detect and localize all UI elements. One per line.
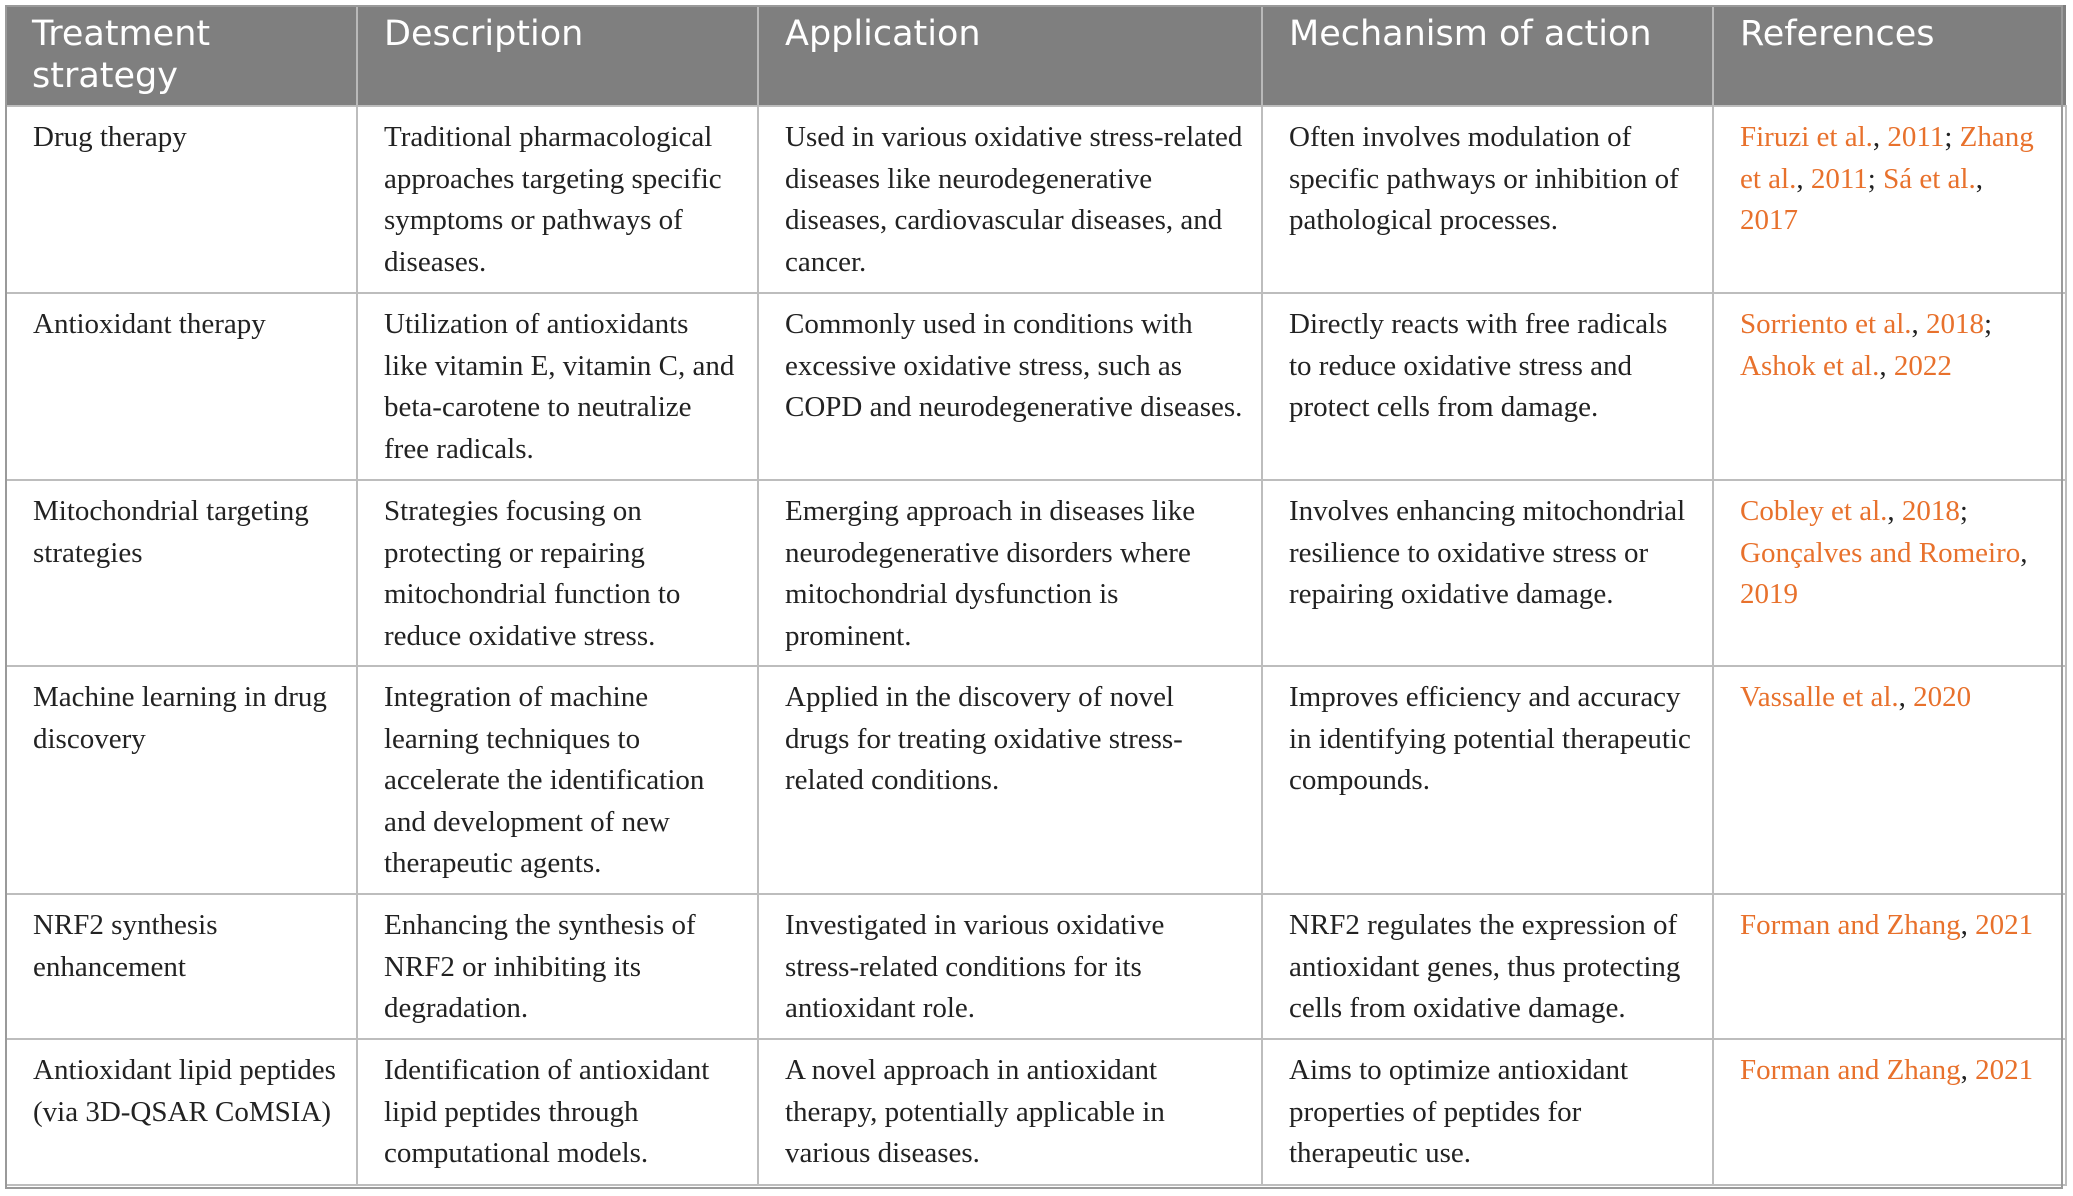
cell-mechanism: Often involves modulation of specific pathways or inhibition of pathological processes.	[1262, 106, 1713, 293]
header-references: References	[1713, 5, 2066, 106]
cell-references: Forman and Zhang, 2021	[1713, 1039, 2066, 1185]
reference-link-year[interactable]: 2017	[1740, 204, 1798, 236]
cell-references: Firuzi et al., 2011; Zhang et al., 2011; Sá et al., 2017	[1713, 106, 2066, 293]
table-row	[6, 894, 2066, 1039]
cell-strategy: Machine learning in drug discovery	[6, 666, 357, 894]
treatment-strategy-table	[5, 5, 2067, 1186]
cell-mechanism: Directly reacts with free radicals to reduce oxidative stress and protect cells from damage.	[1262, 293, 1713, 480]
cell-references: Sorriento et al., 2018; Ashok et al., 2022	[1713, 293, 2066, 480]
cell-strategy: Antioxidant lipid peptides (via 3D-QSAR CoMSIA)	[6, 1039, 357, 1185]
reference-link-authors[interactable]: Forman and Zhang	[1740, 1054, 1961, 1086]
cell-description: Traditional pharmacological approaches targeting specific symptoms or pathways of diseases.	[357, 106, 758, 293]
reference-link-authors[interactable]: Firuzi et al.	[1740, 121, 1873, 153]
reference-link-authors[interactable]: Gonçalves and Romeiro	[1740, 536, 2021, 569]
cell-references: Vassalle et al., 2020	[1713, 666, 2066, 894]
reference-link-year[interactable]: 2018	[1926, 308, 1985, 340]
reference-link-year[interactable]: 2018	[1901, 495, 1960, 527]
header-treatment-strategy: Treatment strategy	[6, 5, 357, 106]
cell-description: Integration of machine learning techniques to accelerate the identification and development of new therapeutic agents.	[357, 666, 758, 894]
table-row	[6, 480, 2066, 666]
table-row	[6, 293, 2066, 480]
reference-link-authors[interactable]: Ashok et al.	[1740, 349, 1880, 382]
reference-link-authors[interactable]: Sorriento et al.	[1740, 308, 1912, 340]
reference-link-year[interactable]: 2019	[1740, 578, 1798, 610]
cell-mechanism: Involves enhancing mitochondrial resilience to oxidative stress or repairing oxidative damage.	[1262, 480, 1713, 666]
reference-link-year[interactable]: 2021	[1975, 909, 2034, 941]
cell-application: Applied in the discovery of novel drugs for treating oxidative stress-related conditions.	[758, 666, 1262, 894]
cell-application: Used in various oxidative stress-related diseases like neurodegenerative diseases, cardiovascular diseases, and cancer.	[758, 106, 1262, 293]
cell-application: Commonly used in conditions with excessive oxidative stress, such as COPD and neurodegenerative diseases.	[758, 293, 1262, 480]
cell-application: Emerging approach in diseases like neurodegenerative disorders where mitochondrial dysfunction is prominent.	[758, 480, 1262, 666]
reference-link-authors[interactable]: Vassalle et al.	[1740, 681, 1899, 713]
cell-description: Utilization of antioxidants like vitamin E, vitamin C, and beta-carotene to neutralize free radicals.	[357, 293, 758, 480]
reference-link-year[interactable]: 2021	[1975, 1054, 2034, 1086]
cell-mechanism: Aims to optimize antioxidant properties of peptides for therapeutic use.	[1262, 1039, 1713, 1185]
reference-link-authors[interactable]: Forman and Zhang	[1740, 909, 1961, 941]
reference-link-year[interactable]: 2011	[1887, 121, 1945, 153]
cell-strategy: NRF2 synthesis enhancement	[6, 894, 357, 1039]
header-mechanism-of-action: Mechanism of action	[1262, 5, 1713, 106]
cell-mechanism: Improves efficiency and accuracy in identifying potential therapeutic compounds.	[1262, 666, 1713, 894]
cell-description: Identification of antioxidant lipid peptides through computational models.	[357, 1039, 758, 1185]
header-application: Application	[758, 5, 1262, 106]
cell-strategy: Drug therapy	[6, 106, 357, 293]
reference-link-authors[interactable]: Cobley et al.	[1740, 495, 1888, 527]
cell-references: Cobley et al., 2018; Gonçalves and Romeiro, 2019	[1713, 480, 2066, 666]
header-description: Description	[357, 5, 758, 106]
cell-application: A novel approach in antioxidant therapy, potentially applicable in various diseases.	[758, 1039, 1262, 1185]
table-row	[6, 106, 2066, 293]
reference-link-year[interactable]: 2022	[1893, 349, 1952, 382]
cell-description: Strategies focusing on protecting or repairing mitochondrial function to reduce oxidative stress.	[357, 480, 758, 666]
reference-link-authors[interactable]: Zhang et al.	[1740, 121, 2034, 195]
cell-references: Forman and Zhang, 2021	[1713, 894, 2066, 1039]
table-row	[6, 1039, 2066, 1185]
cell-application: Investigated in various oxidative stress-related conditions for its antioxidant role.	[758, 894, 1262, 1039]
table-row	[6, 666, 2066, 894]
cell-description: Enhancing the synthesis of NRF2 or inhibiting its degradation.	[357, 894, 758, 1039]
reference-link-authors[interactable]: Sá et al.	[1883, 162, 1976, 195]
table-header-row	[6, 5, 2066, 106]
cell-mechanism: NRF2 regulates the expression of antioxidant genes, thus protecting cells from oxidative damage.	[1262, 894, 1713, 1039]
reference-link-year[interactable]: 2011	[1810, 162, 1868, 195]
cell-strategy: Antioxidant therapy	[6, 293, 357, 480]
reference-link-year[interactable]: 2020	[1913, 681, 1972, 713]
cell-strategy: Mitochondrial targeting strategies	[6, 480, 357, 666]
